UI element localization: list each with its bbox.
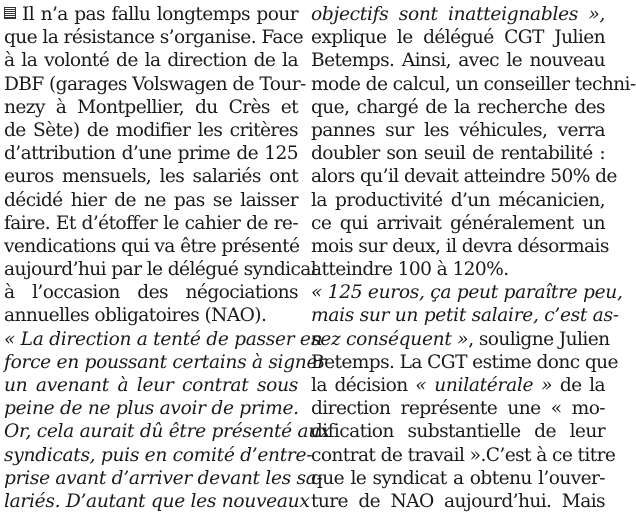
text-line: ture de NAO aujourd’hui. Mais [311,490,605,512]
text-line: vendications qui va être présenté [4,235,300,257]
text-line: contrat de travail ».C’est à ce titre [311,444,616,466]
text-line: dification substantielle de leur [311,421,605,443]
quote-line: mais sur un petit salaire, c’est as- [311,305,619,327]
text-line: ce qui arrivait généralement un [311,212,605,234]
text-line: annuelles obligatoires (NAO). [4,305,267,327]
text-line: décidé hier de ne pas se laisser [4,189,298,211]
text-line: DBF (garages Volswagen de Tour- [4,73,306,95]
text-line: mois sur deux, il devra désormais [311,235,609,257]
text-line: que le syndicat a obtenu l’ouver- [311,467,605,489]
text-line: faire. Et d’étoffer le cahier de re- [4,212,298,234]
text-line: nezy à Montpellier, du Crès et [4,96,298,118]
text-line: euros mensuels, les salariés ont [4,166,298,188]
quote-line: un avenant à leur contrat sous [4,375,298,396]
quote-line: prise avant d’arriver devant les sa- [4,467,323,489]
quote-line: Or, cela aurait dû être présenté aux [4,421,331,443]
text-line: explique le délégué CGT Julien [311,27,605,49]
text-line: aujourd’hui par le délégué syndical [4,259,317,281]
quote-line: syndicats, puis en comité d’entre- [4,444,313,466]
text-line: direction représente une « mo- [311,398,605,420]
right-column [311,3,636,513]
text-line: la décision « unilatérale » de la [311,375,606,396]
text-line: mode de calcul, un conseiller techni- [311,73,636,95]
text-line: Betemps. Ainsi, avec le nouveau [311,50,605,72]
quote-line: force en poussant certains à signer [4,351,326,373]
text-line: Betemps. La CGT estime donc que [311,351,618,373]
text-line: que, chargé de la recherche des [311,96,605,118]
text-line: la productivité d’un mécanicien, [311,189,605,211]
quote-line: lariés. D’autant que les nouveaux [4,490,310,512]
quote-line: « La direction a tenté de passer en [4,328,323,350]
square-bullet-icon [4,7,16,19]
text-line: de Sète) de modifier les critères [4,119,298,141]
quote-line: « 125 euros, ça peut paraître peu, [311,282,623,304]
text-line: à l’occasion des négociations [4,282,298,304]
text-line: Il n’a pas fallu longtemps pour [4,3,298,26]
text-line: doubler son seuil de rentabilité : [311,143,605,165]
quote-line: peine de ne plus avoir de prime. [4,398,299,420]
text-line: à la volonté de la direction de la [4,50,298,72]
text-line: atteindre 100 à 120%. [311,259,509,281]
quote-line: objectifs sont inatteignables », [311,4,605,25]
text-line: sez conséquent », souligne Julien [311,328,610,350]
text-line: d’attribution d’une prime de 125 [4,143,298,165]
text-line: pannes sur les véhicules, verra [311,119,605,141]
text-line: alors qu’il devait atteindre 50% de [311,166,617,188]
left-column [4,3,331,513]
text-line: que la résistance s’organise. Face [4,27,304,49]
